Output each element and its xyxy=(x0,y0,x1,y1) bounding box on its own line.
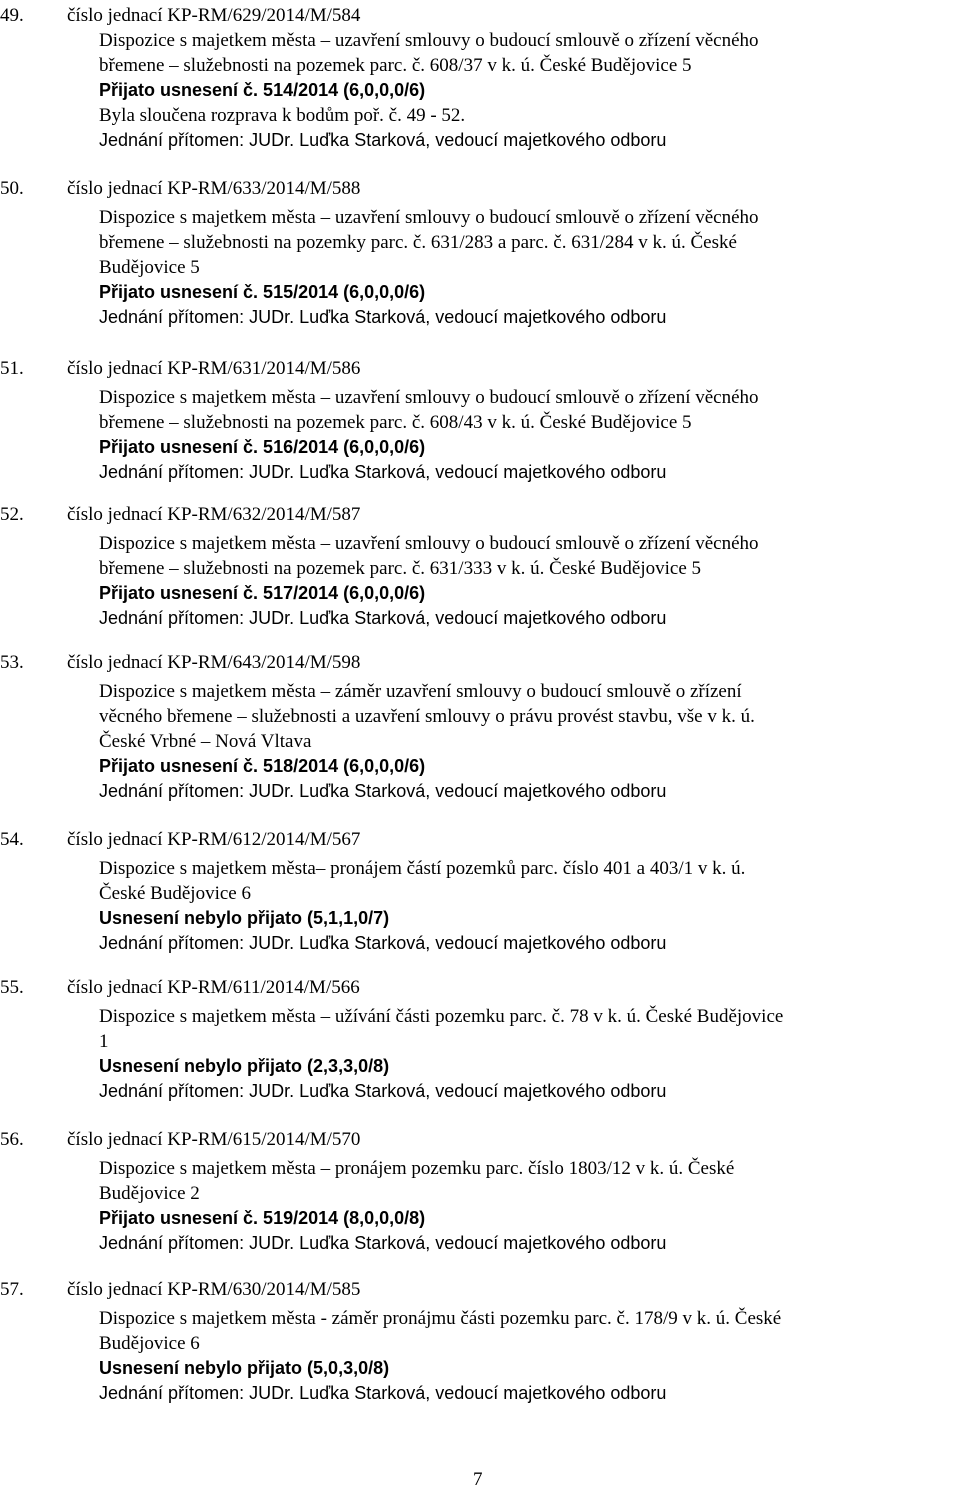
description-line: Budějovice 6 xyxy=(99,1333,200,1354)
item-number: 55. xyxy=(0,977,24,998)
resolution: Přijato usnesení č. 517/2014 (6,0,0,0/6) xyxy=(99,583,426,603)
description-line: České Budějovice 6 xyxy=(99,883,251,904)
description-line: 1 xyxy=(99,1031,109,1052)
attendee: Jednání přítomen: JUDr. Luďka Starková, vedoucí majetkového odboru xyxy=(99,1383,667,1403)
description-line: břemene – služebnosti na pozemky parc. č. 631/283 a parc. č. 631/284 v k. ú. České xyxy=(99,232,737,253)
resolution: Usnesení nebylo přijato (2,3,3,0/8) xyxy=(99,1056,390,1076)
item-number: 52. xyxy=(0,504,24,525)
attendee: Jednání přítomen: JUDr. Luďka Starková, vedoucí majetkového odboru xyxy=(99,608,667,628)
reference-number: číslo jednací KP-RM/631/2014/M/586 xyxy=(67,358,361,379)
resolution: Přijato usnesení č. 518/2014 (6,0,0,0/6) xyxy=(99,756,426,776)
description-line: věcného břemene – služebnosti a uzavření smlouvy o právu provést stavbu, vše v k. ú. xyxy=(99,706,755,727)
item-body xyxy=(99,385,960,485)
page-number: 7 xyxy=(473,1469,483,1490)
reference-number: číslo jednací KP-RM/633/2014/M/588 xyxy=(67,178,361,199)
description-line: Dispozice s majetkem města – záměr uzavření smlouvy o budoucí smlouvě o zřízení xyxy=(99,681,742,702)
item-body xyxy=(99,856,960,956)
description-line: Dispozice s majetkem města – uzavření smlouvy o budoucí smlouvě o zřízení věcného xyxy=(99,533,759,554)
note: Byla sloučena rozprava k bodům poř. č. 49 - 52. xyxy=(99,105,466,126)
attendee: Jednání přítomen: JUDr. Luďka Starková, vedoucí majetkového odboru xyxy=(99,933,667,953)
resolution: Usnesení nebylo přijato (5,1,1,0/7) xyxy=(99,908,390,928)
item-number: 50. xyxy=(0,178,24,199)
description-line: břemene – služebnosti na pozemek parc. č. 608/37 v k. ú. České Budějovice 5 xyxy=(99,55,692,76)
attendee: Jednání přítomen: JUDr. Luďka Starková, vedoucí majetkového odboru xyxy=(99,307,667,327)
description-line: Budějovice 2 xyxy=(99,1183,200,1204)
item-body xyxy=(99,679,960,804)
description-line: Dispozice s majetkem města – užívání části pozemku parc. č. 78 v k. ú. České Budějovice xyxy=(99,1006,784,1027)
item-number: 57. xyxy=(0,1279,24,1300)
reference-number: číslo jednací KP-RM/630/2014/M/585 xyxy=(67,1279,361,1300)
description-line: Budějovice 5 xyxy=(99,257,200,278)
item-body xyxy=(99,28,960,153)
item-number: 54. xyxy=(0,829,24,850)
resolution: Přijato usnesení č. 516/2014 (6,0,0,0/6) xyxy=(99,437,426,457)
attendee: Jednání přítomen: JUDr. Luďka Starková, vedoucí majetkového odboru xyxy=(99,1233,667,1253)
resolution: Přijato usnesení č. 514/2014 (6,0,0,0/6) xyxy=(99,80,426,100)
item-body xyxy=(99,1004,960,1104)
description-line: břemene – služebnosti na pozemek parc. č. 631/333 v k. ú. České Budějovice 5 xyxy=(99,558,702,579)
reference-number: číslo jednací KP-RM/611/2014/M/566 xyxy=(67,977,360,998)
reference-number: číslo jednací KP-RM/612/2014/M/567 xyxy=(67,829,361,850)
item-body xyxy=(99,1306,960,1406)
description-line: Dispozice s majetkem města – uzavření smlouvy o budoucí smlouvě o zřízení věcného xyxy=(99,387,759,408)
item-number: 56. xyxy=(0,1129,24,1150)
description-line: Dispozice s majetkem města– pronájem částí pozemků parc. číslo 401 a 403/1 v k. ú. xyxy=(99,858,746,879)
item-number: 51. xyxy=(0,358,24,379)
resolution: Usnesení nebylo přijato (5,0,3,0/8) xyxy=(99,1358,390,1378)
description-line: břemene – služebnosti na pozemek parc. č. 608/43 v k. ú. České Budějovice 5 xyxy=(99,412,692,433)
reference-number: číslo jednací KP-RM/615/2014/M/570 xyxy=(67,1129,361,1150)
attendee: Jednání přítomen: JUDr. Luďka Starková, vedoucí majetkového odboru xyxy=(99,1081,667,1101)
attendee: Jednání přítomen: JUDr. Luďka Starková, vedoucí majetkového odboru xyxy=(99,462,667,482)
description-line: Dispozice s majetkem města – uzavření smlouvy o budoucí smlouvě o zřízení věcného xyxy=(99,207,759,228)
item-body xyxy=(99,1156,960,1256)
attendee: Jednání přítomen: JUDr. Luďka Starková, vedoucí majetkového odboru xyxy=(99,130,667,150)
item-body xyxy=(99,531,960,631)
reference-number: číslo jednací KP-RM/632/2014/M/587 xyxy=(67,504,361,525)
item-body xyxy=(99,205,960,330)
reference-number: číslo jednací KP-RM/643/2014/M/598 xyxy=(67,652,361,673)
resolution: Přijato usnesení č. 519/2014 (8,0,0,0/8) xyxy=(99,1208,426,1228)
attendee: Jednání přítomen: JUDr. Luďka Starková, vedoucí majetkového odboru xyxy=(99,781,667,801)
item-number: 53. xyxy=(0,652,24,673)
description-line: Dispozice s majetkem města – pronájem pozemku parc. číslo 1803/12 v k. ú. České xyxy=(99,1158,735,1179)
description-line: České Vrbné – Nová Vltava xyxy=(99,731,312,752)
resolution: Přijato usnesení č. 515/2014 (6,0,0,0/6) xyxy=(99,282,426,302)
description-line: Dispozice s majetkem města - záměr pronájmu části pozemku parc. č. 178/9 v k. ú. České xyxy=(99,1308,782,1329)
item-number: 49. xyxy=(0,5,24,26)
reference-number: číslo jednací KP-RM/629/2014/M/584 xyxy=(67,5,361,26)
description-line: Dispozice s majetkem města – uzavření smlouvy o budoucí smlouvě o zřízení věcného xyxy=(99,30,759,51)
